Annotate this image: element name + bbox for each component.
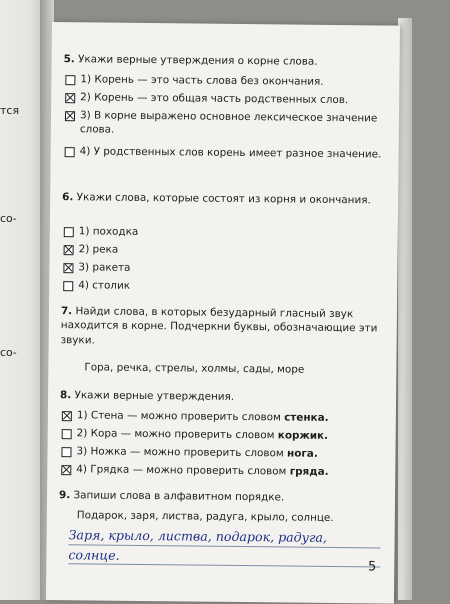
checkbox-checked[interactable]	[63, 263, 73, 273]
task-8-option-1[interactable]	[60, 408, 382, 424]
checkbox-checked[interactable]	[62, 411, 72, 421]
option-text: 4) столик	[78, 279, 131, 292]
task-text: Укажи верные утверждения о корне слова.	[78, 53, 318, 68]
page-content	[58, 52, 386, 563]
task-8-title	[60, 388, 382, 406]
checkbox-checked[interactable]	[65, 111, 75, 121]
option-text: 1) Корень — это часть слова без окончания.	[80, 73, 324, 88]
option-text	[76, 462, 378, 480]
task-5-option-2[interactable]	[63, 90, 385, 107]
statement: 2) Кора — можно проверить словом	[76, 427, 275, 442]
checkbox[interactable]	[63, 281, 73, 291]
previous-page	[0, 0, 44, 600]
left-page-fragment: со-	[0, 346, 17, 359]
task-6-option-2[interactable]	[62, 242, 384, 256]
checkbox[interactable]	[65, 75, 75, 85]
left-page-fragment: тся	[0, 104, 20, 117]
task-number: 8.	[60, 389, 72, 402]
task-5-option-1[interactable]	[63, 72, 385, 88]
handwritten-answer-line-1[interactable]: Заря, крыло, листва, подарок, радуга,	[68, 527, 327, 545]
task-text: Укажи слова, которые состоят из корня и окончания.	[76, 191, 371, 207]
task-9-title	[59, 488, 381, 506]
task-number: 7.	[60, 305, 73, 318]
task-number: 5.	[63, 53, 75, 66]
checkbox-checked[interactable]	[61, 465, 71, 475]
task-6-option-1[interactable]	[62, 224, 384, 238]
statement: 4) Грядка — можно проверить словом	[76, 463, 287, 478]
check-word: нога.	[287, 447, 318, 460]
left-page-fragment: со-	[0, 212, 17, 225]
handwritten-answer-line-2[interactable]: солнце.	[68, 547, 120, 563]
task-6-option-4[interactable]	[61, 278, 383, 292]
check-word: гряда.	[289, 465, 329, 478]
task-9-words: Подарок, заря, листва, радуга, крыло, солнце.	[76, 509, 334, 524]
check-word: стенка.	[284, 411, 329, 424]
statement: 1) Стена — можно проверить словом	[76, 409, 281, 424]
task-8-option-2[interactable]	[60, 426, 382, 442]
checkbox[interactable]	[62, 429, 72, 439]
task-8-option-3[interactable]	[60, 444, 382, 460]
task-number: 6.	[62, 191, 74, 204]
task-text: Найди слова, в которых безударный гласный звук находится в корне. Подчеркни буквы, обозначающие эти звуки.	[60, 305, 378, 347]
statement: 3) Ножка — можно проверить словом	[76, 445, 284, 460]
option-text: 1) походка	[78, 225, 139, 238]
task-7-title	[61, 304, 383, 350]
task-text: Запиши слова в алфавитном порядке.	[73, 489, 285, 504]
option-text: 3) В корне выражено основное лексическое значение слова.	[79, 109, 378, 137]
option-text	[77, 426, 379, 444]
workbook-page	[46, 22, 400, 604]
task-7-words: Гора, речка, стрелы, холмы, сады, море	[84, 361, 305, 376]
option-text: 3) ракета	[78, 261, 131, 274]
task-6-title	[62, 190, 384, 208]
task-text: Укажи верные утверждения.	[74, 389, 235, 403]
checkbox-checked[interactable]	[64, 245, 74, 255]
task-8-option-4[interactable]	[59, 462, 381, 478]
option-text: 2) Корень — это общая часть родственных слов.	[80, 91, 349, 107]
writing-line	[68, 563, 380, 567]
task-6-option-3[interactable]	[62, 260, 384, 274]
checkbox-checked[interactable]	[65, 93, 75, 103]
task-5-option-3[interactable]	[63, 108, 385, 137]
page-number: 5	[367, 559, 377, 575]
check-word: коржик.	[277, 429, 329, 442]
option-text: 2) река	[78, 243, 119, 256]
checkbox[interactable]	[65, 147, 75, 157]
task-5-option-4[interactable]	[63, 144, 385, 161]
task-number: 9.	[58, 489, 71, 502]
option-text	[76, 444, 378, 462]
option-text	[77, 408, 379, 426]
checkbox[interactable]	[64, 227, 74, 237]
page-stack-edge	[398, 18, 412, 600]
task-5-title	[64, 52, 386, 70]
checkbox[interactable]	[61, 447, 71, 457]
option-text: 4) У родственных слов корень имеет разное значение.	[79, 145, 382, 161]
